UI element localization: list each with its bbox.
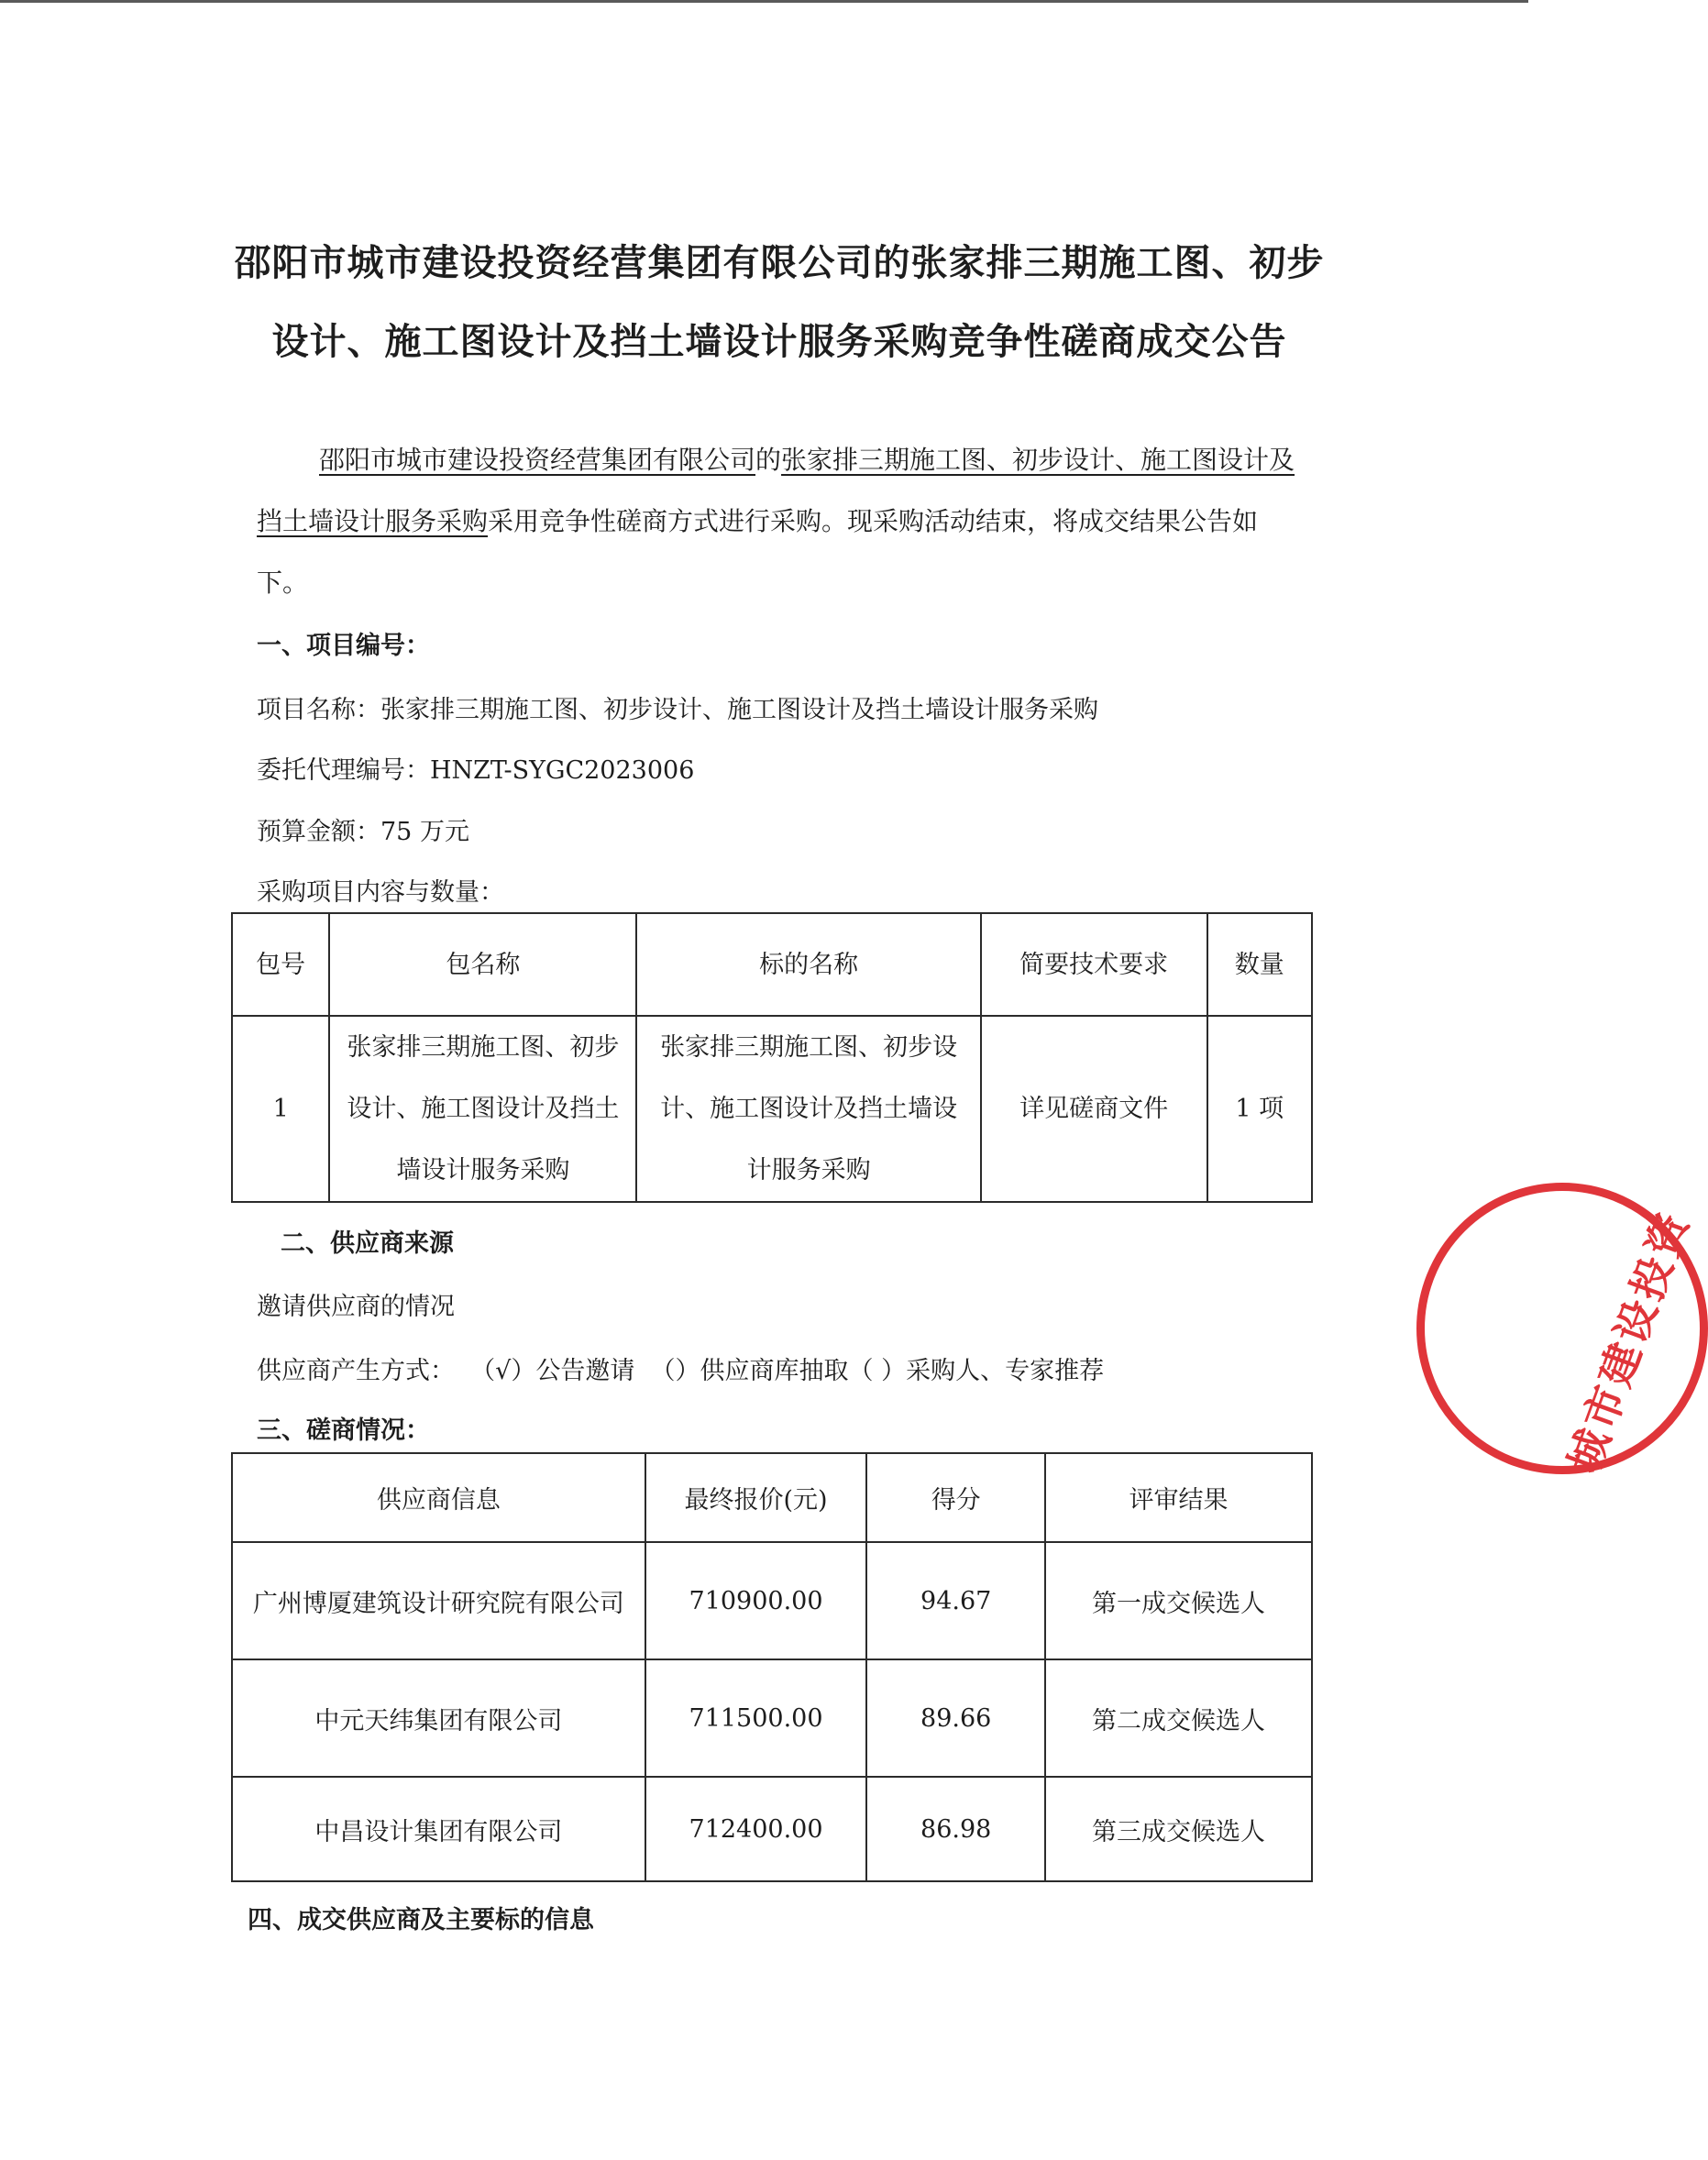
- title-line-1: 邵阳市城市建设投资经营集团有限公司的张家排三期施工图、初步: [234, 241, 1325, 284]
- table-header-row: [232, 913, 1312, 1016]
- content-label: 采购项目内容与数量：: [257, 878, 504, 907]
- review-result: 第二成交候选人: [1045, 1659, 1312, 1777]
- intro-purchaser: 邵阳市城市建设投资经营集团有限公司: [319, 445, 756, 475]
- intro-rest: 采用竞争性磋商方式进行采购。现采购活动结束，将成交结果公告如下。: [257, 506, 1259, 598]
- intro-connector: 的: [755, 445, 782, 475]
- negotiation-results-table: [231, 1452, 1313, 1882]
- package-name-line: 设计、施工图设计及挡土: [347, 1095, 620, 1123]
- section-4-heading: 四、成交供应商及主要标的信息: [248, 1906, 594, 1934]
- header-cell: 简要技术要求: [981, 913, 1207, 1016]
- header-cell: 数量: [1207, 913, 1312, 1016]
- subject-name-cell: [636, 1016, 980, 1202]
- header-cell: 标的名称: [636, 913, 980, 1016]
- package-name-line: 张家排三期施工图、初步: [347, 1033, 620, 1062]
- agent-number: 委托代理编号：HNZT-SYGC2023006: [257, 756, 695, 785]
- budget-amount: 预算金额：75 万元: [257, 818, 469, 846]
- subject-name-line: 计服务采购: [746, 1156, 871, 1185]
- final-price: 712400.00: [645, 1777, 867, 1881]
- table-row: [232, 1016, 1312, 1202]
- intro-paragraph: [257, 429, 1302, 613]
- header-cell: 得分: [866, 1453, 1045, 1542]
- seal-text: 城市建设投资: [1559, 1203, 1700, 1480]
- subject-name-line: 张家排三期施工图、初步设: [660, 1033, 958, 1062]
- review-result: 第三成交候选人: [1045, 1777, 1312, 1881]
- header-cell: 供应商信息: [232, 1453, 645, 1542]
- score: 86.98: [866, 1777, 1045, 1881]
- score: 94.67: [866, 1542, 1045, 1659]
- final-price: 711500.00: [645, 1659, 867, 1777]
- score: 89.66: [866, 1659, 1045, 1777]
- scan-edge-line: [0, 0, 1528, 3]
- table-header-row: [232, 1453, 1312, 1542]
- final-price: 710900.00: [645, 1542, 867, 1659]
- table-row: [232, 1659, 1312, 1777]
- supplier-name: 广州博厦建筑设计研究院有限公司: [232, 1542, 645, 1659]
- quantity: 1 项: [1207, 1016, 1312, 1202]
- intro-project: 张家排三期施工图、初步设计、施工图设计及挡土墙设计服务采购: [257, 445, 1295, 536]
- header-cell: 最终报价(元): [645, 1453, 867, 1542]
- company-seal: [1416, 1183, 1708, 1480]
- section-1-heading: 一、项目编号：: [257, 632, 430, 660]
- supplier-method: 供应商产生方式： （√）公告邀请 （）供应商库抽取（ ）采购人、专家推荐: [257, 1357, 1105, 1385]
- invite-label: 邀请供应商的情况: [257, 1293, 455, 1321]
- table-row: [232, 1542, 1312, 1659]
- supplier-name: 中昌设计集团有限公司: [232, 1777, 645, 1881]
- table-row: [232, 1777, 1312, 1881]
- package-name-cell: [329, 1016, 636, 1202]
- section-3-heading: 三、磋商情况：: [257, 1416, 430, 1445]
- header-cell: 包名称: [329, 913, 636, 1016]
- supplier-name: 中元天纬集团有限公司: [232, 1659, 645, 1777]
- review-result: 第一成交候选人: [1045, 1542, 1312, 1659]
- section-2-heading: 二、供应商来源: [281, 1229, 454, 1258]
- package-number: 1: [232, 1016, 329, 1202]
- project-name: 项目名称：张家排三期施工图、初步设计、施工图设计及挡土墙设计服务采购: [257, 696, 1098, 724]
- procurement-content-table: [231, 912, 1313, 1203]
- tech-requirement: 详见磋商文件: [981, 1016, 1207, 1202]
- header-cell: 包号: [232, 913, 329, 1016]
- package-name-line: 墙设计服务采购: [396, 1156, 570, 1185]
- title-line-2: 设计、施工图设计及挡土墙设计服务采购竞争性磋商成交公告: [271, 320, 1287, 363]
- subject-name-line: 计、施工图设计及挡土墙设: [660, 1095, 958, 1123]
- header-cell: 评审结果: [1045, 1453, 1312, 1542]
